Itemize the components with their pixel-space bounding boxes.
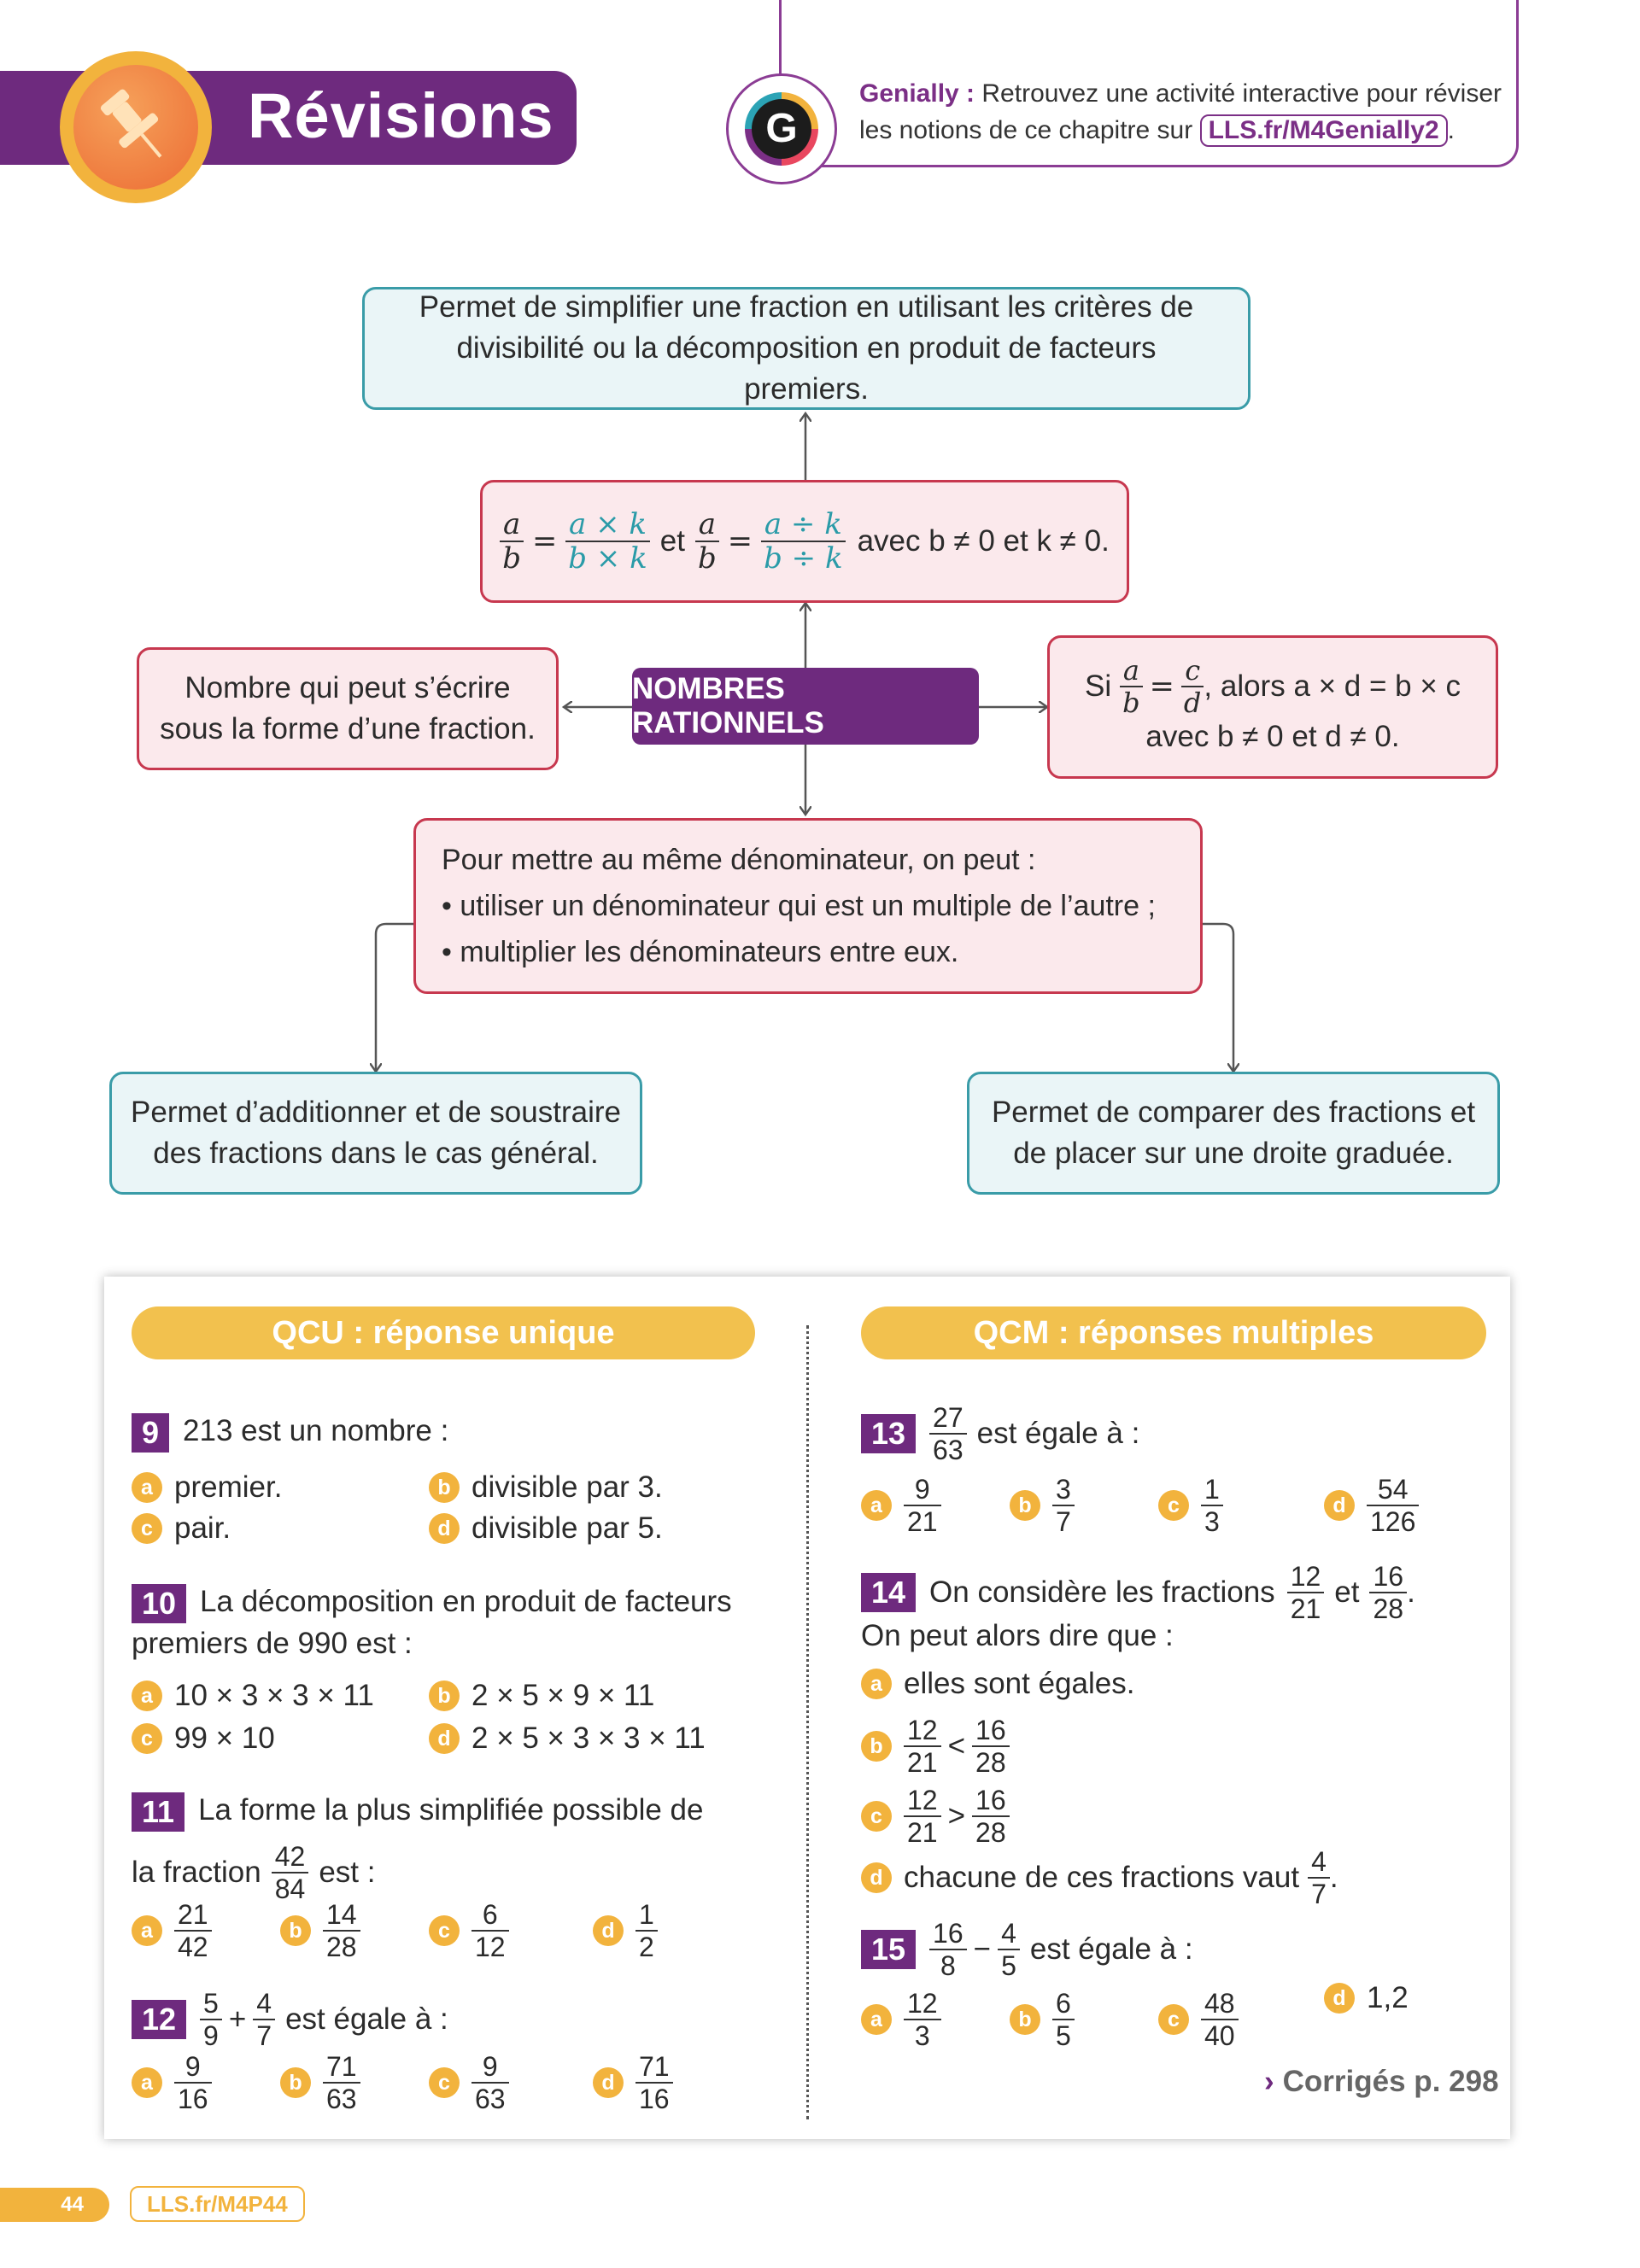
option-15a[interactable]: a $\frac{12}{3}$	[861, 1990, 941, 2049]
map-box-compare: Permet de comparer des fractions et de placer sur une droite graduée.	[967, 1072, 1500, 1195]
page-number: 44	[0, 2188, 109, 2222]
option-13a[interactable]: a $\frac{9}{21}$	[861, 1476, 941, 1535]
map-box-simplify: Permet de simplifier une fraction en utilisant les critères de divisibilité ou la décomposition en produit de facteurs premiers.	[362, 287, 1250, 410]
chevron-right-icon: ›	[1264, 2065, 1274, 2098]
map-box-cross-product: Si $\frac{a}{b}$ = $\frac{c}{d}$ , alors a × d = b × c avec b ≠ 0 et d ≠ 0.	[1047, 635, 1498, 779]
option-13b[interactable]: b $\frac{3}{7}$	[1010, 1476, 1075, 1535]
genially-link[interactable]: LLS.fr/M4Genially2	[1200, 114, 1448, 147]
option-11b[interactable]: b $\frac{14}{28}$	[280, 1901, 360, 1961]
option-12b[interactable]: b $\frac{71}{63}$	[280, 2053, 360, 2113]
option-12a[interactable]: a $\frac{9}{16}$	[132, 2053, 212, 2113]
question-15: 15 $\frac{16}{8}$ − $\frac{4}{5}$ est égale à :	[861, 1920, 1193, 1979]
map-box-common-denominator: Pour mettre au même dénominateur, on peut : • utiliser un dénominateur qui est un multiple de l’autre ; • multiplier les dénominateurs entre eux.	[413, 818, 1203, 994]
option-15d[interactable]: d 1,2	[1324, 1978, 1409, 2019]
option-10b[interactable]: b 2 × 5 × 9 × 11	[429, 1675, 654, 1716]
question-9: 9 213 est un nombre :	[132, 1411, 448, 1453]
option-12d[interactable]: d $\frac{71}{16}$	[593, 2053, 673, 2113]
option-12c[interactable]: c $\frac{9}{63}$	[429, 2053, 509, 2113]
map-center-title: NOMBRES RATIONNELS	[632, 668, 979, 745]
option-15b[interactable]: b $\frac{6}{5}$	[1010, 1990, 1075, 2049]
question-14: 14 On considère les fractions $\frac{12}{21}$ et $\frac{16}{28}$ .	[861, 1563, 1415, 1622]
option-10c[interactable]: c 99 × 10	[132, 1718, 275, 1759]
option-10d[interactable]: d 2 × 5 × 3 × 3 × 11	[429, 1718, 706, 1759]
option-9d[interactable]: d divisible par 5.	[429, 1508, 663, 1549]
question-14-line2: On peut alors dire que :	[861, 1619, 1174, 1652]
qcu-header: QCU : réponse unique	[132, 1306, 755, 1359]
question-10: 10 La décomposition en produit de facteurs premiers de 990 est :	[132, 1585, 732, 1660]
map-box-rule: $\frac{a}{b}$ = $\frac{a \times k}{b \times k}$ et $\frac{a}{b}$ = $\frac{a \div k}{b \div k}$ avec b ≠ 0 et k ≠ 0.	[480, 480, 1129, 603]
question-13: 13 $\frac{27}{63}$ est égale à :	[861, 1404, 1139, 1464]
option-14d[interactable]: d chacune de ces fractions vaut $\frac{4}{7}$ .	[861, 1848, 1338, 1908]
option-15c[interactable]: c $\frac{48}{40}$	[1158, 1990, 1239, 2049]
option-14a[interactable]: a elles sont égales.	[861, 1663, 1134, 1704]
corriges-link[interactable]: › Corrigés p. 298	[1264, 2065, 1499, 2098]
option-11d[interactable]: d $\frac{1}{2}$	[593, 1901, 658, 1961]
genially-g-icon: G	[752, 99, 811, 159]
quiz-divider	[806, 1325, 809, 2119]
question-11-line2: la fraction $\frac{42}{84}$ est :	[132, 1841, 376, 1904]
option-14c[interactable]: c $\frac{12}{21}$ > $\frac{16}{28}$	[861, 1786, 1010, 1846]
option-11a[interactable]: a $\frac{21}{42}$	[132, 1901, 212, 1961]
question-11: 11 La forme la plus simplifiée possible de	[132, 1790, 703, 1832]
option-10a[interactable]: a 10 × 3 × 3 × 11	[132, 1675, 374, 1716]
map-box-definition: Nombre qui peut s’écrire sous la forme d’une fraction.	[137, 647, 559, 770]
option-9b[interactable]: b divisible par 3.	[429, 1467, 663, 1508]
option-14b[interactable]: b $\frac{12}{21}$ < $\frac{16}{28}$	[861, 1716, 1010, 1776]
option-13d[interactable]: d $\frac{54}{126}$	[1324, 1476, 1419, 1535]
map-box-add-subtract: Permet d’additionner et de soustraire des fractions dans le cas général.	[109, 1072, 642, 1195]
genially-text: Genially : Retrouvez une activité interactive pour réviser les notions de ce chapitre sur LLS.fr/M4Genially2 .	[859, 75, 1508, 149]
qcm-header: QCM : réponses multiples	[861, 1306, 1486, 1359]
option-11c[interactable]: c $\frac{6}{12}$	[429, 1901, 509, 1961]
option-9c[interactable]: c pair.	[132, 1508, 231, 1549]
option-13c[interactable]: c $\frac{1}{3}$	[1158, 1476, 1223, 1535]
option-9a[interactable]: a premier.	[132, 1467, 282, 1508]
question-12: 12 $\frac{5}{9}$ + $\frac{4}{7}$ est égale à :	[132, 1990, 448, 2049]
footer-link[interactable]: LLS.fr/M4P44	[130, 2186, 305, 2222]
page-title: Révisions	[248, 80, 554, 151]
